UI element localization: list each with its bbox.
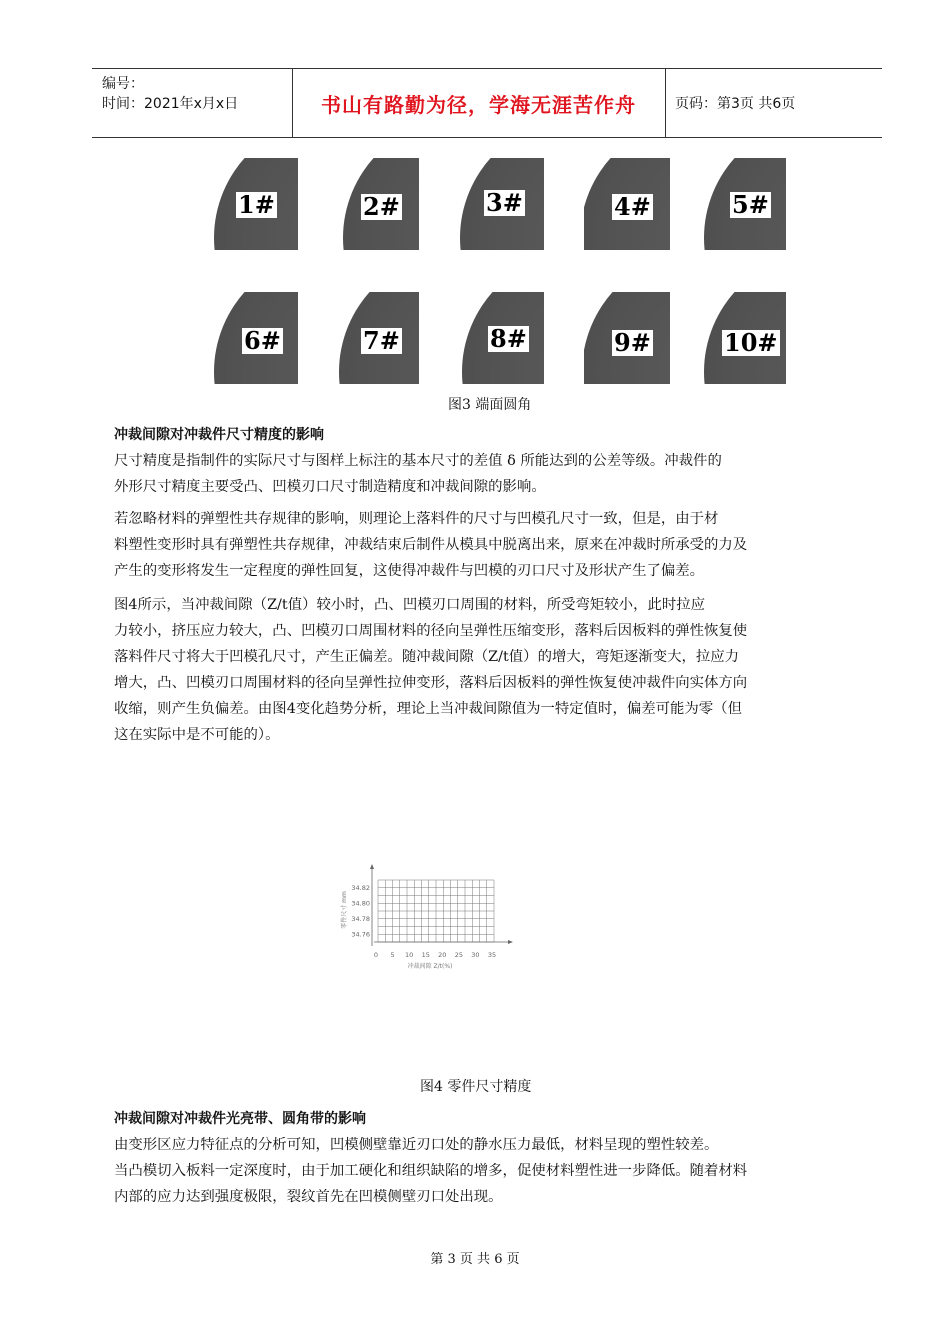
y-axis-arrow: [370, 864, 374, 869]
section1-paragraph-1: [114, 448, 862, 500]
text-line: 当凸模切入板料一定深度时，由于加工硬化和组织缺陷的增多，促使材料塑性进一步降低。随着材料: [114, 1163, 748, 1179]
text-line: 尺寸精度是指制件的实际尺寸与图样上标注的基本尺寸的差值 δ 所能达到的公差等级。冲裁件的: [114, 453, 722, 469]
time-label: 时间：2021年x月x日: [102, 96, 239, 112]
text-line: 落料件尺寸将大于凹模孔尺寸，产生正偏差。随冲裁间隙（Z/t值）的增大，弯矩逐渐变大，拉应力: [114, 649, 740, 665]
sample-label: 1#: [238, 190, 275, 219]
sample-label: 4#: [614, 192, 651, 221]
section2-paragraph-1: [114, 1132, 862, 1210]
number-label: 编号：: [102, 76, 144, 92]
chart-ticks: [351, 884, 496, 959]
x-tick-label: 20: [438, 951, 447, 959]
text-line: 由变形区应力特征点的分析可知，凹模侧壁靠近刃口处的静水压力最低，材料呈现的塑性较差。: [114, 1137, 719, 1153]
page-header: [92, 68, 882, 138]
sample-label: 6#: [244, 326, 281, 355]
chart-y-axis-label: 零件尺寸 mm: [341, 891, 348, 929]
x-axis-arrow: [508, 940, 513, 944]
header-motto-cell: [292, 69, 666, 137]
x-tick-label: 5: [390, 951, 395, 959]
x-tick-label: 10: [405, 951, 414, 959]
x-tick-label: 25: [454, 951, 463, 959]
y-tick-label: 34.82: [351, 883, 370, 892]
text-line: 若忽略材料的弹塑性共存规律的影响，则理论上落料件的尺寸与凹模孔尺寸一致，但是，由于材: [114, 511, 719, 527]
section1-paragraph-3: [114, 592, 862, 748]
text-line: 料塑性变形时具有弹塑性共存规律，冲裁结束后制件从模具中脱离出来，原来在冲裁时所承受的力及: [114, 537, 748, 553]
y-tick-label: 34.76: [351, 930, 370, 939]
sample-photo: [584, 292, 670, 384]
header-page-cell: [665, 69, 882, 137]
text-line: 力较小，挤压应力较大，凸、凹模刃口周围材料的径向呈弹性压缩变形，落料后因板料的弹性恢复使: [114, 623, 748, 639]
header-info-cell: [92, 69, 293, 137]
text-line: 外形尺寸精度主要受凸、凹模刃口尺寸制造精度和冲裁间隙的影响。: [114, 479, 546, 495]
text-line: 这在实际中是不可能的）。: [114, 727, 280, 743]
y-tick-label: 34.80: [351, 899, 370, 908]
figure4-caption: 图4 零件尺寸精度: [420, 1079, 532, 1095]
sample-photo: [212, 158, 298, 250]
x-tick-label: 30: [471, 951, 480, 959]
sample-label: 7#: [363, 326, 400, 355]
sample-photo: [700, 158, 786, 250]
text-line: 图4所示，当冲裁间隙（Z/t值）较小时，凸、凹模刃口周围的材料，所受弯矩较小，此时拉应: [114, 597, 706, 613]
sample-label: 2#: [363, 192, 400, 221]
page-label: 页码：第3页 共6页: [675, 96, 796, 112]
page-footer: 第 3 页 共 6 页: [430, 1252, 520, 1267]
x-tick-label: 35: [487, 951, 497, 959]
x-tick-label: 0: [373, 951, 379, 959]
figure4-chart: [330, 860, 530, 975]
y-tick-label: 34.78: [351, 914, 370, 923]
sample-photo: [700, 292, 786, 384]
sample-label: 10#: [724, 328, 778, 357]
sample-label: 3#: [486, 188, 523, 217]
motto: 书山有路勤为径，学海无涯苦作舟: [321, 93, 636, 117]
chart-x-axis-label: 冲裁间隙 Z/t(%): [407, 963, 453, 970]
sample-label: 8#: [490, 324, 527, 353]
figure3-caption: 图3 端面圆角: [448, 397, 532, 413]
text-line: 内部的应力达到强度极限，裂纹首先在凹模侧壁刃口处出现。: [114, 1189, 503, 1205]
sample-photo: [333, 158, 419, 250]
chart-axes: [370, 864, 513, 946]
sample-photo: [584, 158, 670, 250]
x-tick-label: 15: [421, 951, 430, 959]
text-line: 产生的变形将发生一定程度的弹性回复，这使得冲裁件与凹模的刃口尺寸及形状产生了偏差。: [114, 563, 705, 579]
sample-label: 5#: [732, 190, 769, 219]
sample-photo: [212, 292, 298, 384]
section2-heading: 冲裁间隙对冲裁件光亮带、圆角带的影响: [114, 1111, 366, 1127]
text-line: 增大，凸、凹模刃口周围材料的径向呈弹性拉伸变形，落料后因板料的弹性恢复使冲裁件向实体方向: [114, 675, 748, 691]
text-line: 收缩，则产生负偏差。由图4变化趋势分析，理论上当冲裁间隙值为一特定值时，偏差可能为零（但: [114, 701, 742, 717]
chart-grid: [378, 880, 494, 942]
sample-photo: [458, 292, 544, 384]
sample-photo: [333, 292, 419, 384]
section1-paragraph-2: [114, 506, 862, 584]
sample-photo: [458, 158, 544, 250]
sample-label: 9#: [614, 328, 651, 357]
section1-heading: 冲裁间隙对冲裁件尺寸精度的影响: [114, 427, 324, 443]
